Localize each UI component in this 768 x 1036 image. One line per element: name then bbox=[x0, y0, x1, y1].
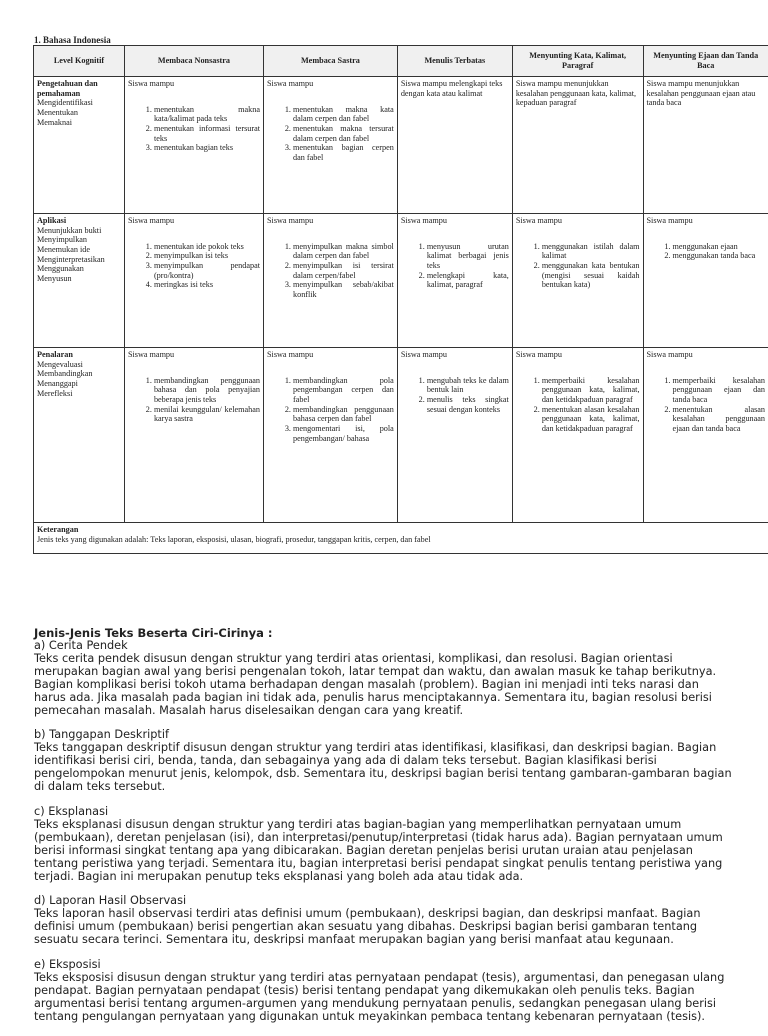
doc-title: 1. Bahasa Indonesia bbox=[34, 35, 111, 45]
article-section bbox=[34, 959, 734, 1024]
level-item: Menginterpretasikan bbox=[37, 255, 121, 265]
section-body: Teks eksposisi disusun dengan struktur yang terdiri atas pernyataan pendapat (tesis), argumentasi, dan penegasan ulang pendapat. Bagian pernyataan pendapat (tesis) berisi tentang pendapat yang dikemukakan oleh penulis teks. Bagian argumentasi berisi tentang argumen-argumen yang mendukung pernyataan penulis, sedangkan penegasan ulang berisi tentang pengulangan pernyataan yang digunakan untuk meyakinkan pembaca tentang kebenaran pernyataan (tesis). bbox=[34, 972, 734, 1024]
cell-intro: Siswa mampu bbox=[267, 216, 394, 226]
level-item: Menyusun bbox=[37, 274, 121, 284]
section-body: Teks cerita pendek disusun dengan struktur yang terdiri atas orientasi, komplikasi, dan resolusi. Bagian orientasi merupakan bagian awal yang berisi pengenalan tokoh, latar tempat dan waktu, dan awalan masuk ke tahap berikutnya. Bagian komplikasi berisi tokoh utama berhadapan dengan masalah (problem). Bagian ini menjadi inti teks narasi dan harus ada. Jika masalah pada bagian ini tidak ada, penulis harus menciptakannya. Sementara itu, bagian resolusi berisi pemecahan masalah. Masalah harus diselesaikan dengan cara yang kreatif. bbox=[34, 653, 734, 718]
level-item: Menanggapi bbox=[37, 379, 121, 389]
header-cell: Membaca Nonsastra bbox=[124, 46, 263, 77]
list-item: 2. menyimpulkan isi teks bbox=[154, 251, 260, 261]
list-item: 1. memperbaiki kesalahan penggunaan kata, kalimat, dan ketidakpaduan paragraf bbox=[542, 376, 640, 405]
list-item: 3. menentukan bagian cerpen dan fabel bbox=[293, 143, 394, 162]
table-cell bbox=[397, 77, 512, 214]
header-cell: Menyunting Ejaan dan Tanda Baca bbox=[643, 46, 768, 77]
section-title: e) Eksposisi bbox=[34, 959, 734, 972]
cell-intro: Siswa mampu bbox=[401, 350, 509, 360]
list-item: 1. menggunakan ejaan bbox=[673, 242, 766, 252]
list-item: 2. menggunakan kata bentukan (mengisi sesuai kaidah bentukan kata) bbox=[542, 261, 640, 290]
level-item: Menyimpulkan bbox=[37, 235, 121, 245]
list-item: 2. menilai keunggulan/ kelemahan karya sastra bbox=[154, 405, 260, 424]
article-section bbox=[34, 640, 734, 717]
list-item: 1. menentukan makna kata dalam cerpen dan fabel bbox=[293, 105, 394, 124]
article bbox=[34, 626, 734, 1036]
table-cell bbox=[124, 214, 263, 348]
level-title: Pengetahuan dan pemahaman bbox=[37, 79, 121, 98]
list-item: 1. menyusun urutan kalimat berbagai jenis teks bbox=[427, 242, 509, 271]
level-item: Mengidentifikasi bbox=[37, 98, 121, 108]
table-cell bbox=[512, 348, 643, 523]
article-sections bbox=[34, 640, 734, 1024]
cell-intro: Siswa mampu bbox=[647, 216, 766, 226]
list-item: 2. menentukan informasi tersurat teks bbox=[154, 124, 260, 143]
list-item: 3. mengomentari isi, pola pengembangan/ bahasa bbox=[293, 424, 394, 443]
keterangan-label: Keterangan bbox=[37, 525, 765, 535]
table-cell bbox=[643, 214, 768, 348]
cell-list bbox=[516, 376, 640, 434]
cell-list bbox=[647, 376, 766, 434]
cell-list bbox=[401, 376, 509, 415]
section-body: Teks eksplanasi disusun dengan struktur yang terdiri atas bagian-bagian yang memperlihatkan pernyataan umum (pembukaan), deretan penjelasan (isi), dan interpretasi/penutup/interpretasi (tidak harus ada). Bagian pernyataan umum berisi informasi singkat tentang apa yang dibicarakan. Bagian deretan penjelas berisi urutan uraian atau penjelasan tentang peristiwa yang terjadi. Sementara itu, bagian interpretasi berisi pendapat singkat penulis tentang peristiwa yang terjadi. Bagian ini merupakan penutup teks eksplanasi yang boleh ada atau tidak ada. bbox=[34, 819, 734, 884]
section-title: c) Eksplanasi bbox=[34, 806, 734, 819]
cell-list bbox=[267, 242, 394, 300]
kognitif-table bbox=[33, 45, 768, 554]
level-cell bbox=[34, 214, 125, 348]
table-cell bbox=[397, 348, 512, 523]
header-cell: Menulis Terbatas bbox=[397, 46, 512, 77]
keterangan-text: Jenis teks yang digunakan adalah: Teks laporan, eksposisi, ulasan, biografi, prosedur, tanggapan kritis, cerpen, dan fabel bbox=[37, 535, 765, 545]
cell-list bbox=[267, 376, 394, 444]
level-item: Menggunakan bbox=[37, 264, 121, 274]
list-item: 4. meringkas isi teks bbox=[154, 280, 260, 290]
cell-intro: Siswa mampu bbox=[516, 350, 640, 360]
cell-intro: Siswa mampu bbox=[128, 216, 260, 226]
list-item: 1. menggunakan istilah dalam kalimat bbox=[542, 242, 640, 261]
cell-intro: Siswa mampu melengkapi teks dengan kata atau kalimat bbox=[401, 79, 509, 98]
level-cell bbox=[34, 77, 125, 214]
cell-intro: Siswa mampu menunjukkan kesalahan penggunaan ejaan atau tanda baca bbox=[647, 79, 766, 108]
list-item: 3. menyimpulkan pendapat (pro/kontra) bbox=[154, 261, 260, 280]
table-row bbox=[34, 214, 768, 348]
list-item: 3. menyimpulkan sebab/akibat konflik bbox=[293, 280, 394, 299]
level-item: Menunjukkan bukti bbox=[37, 226, 121, 236]
cell-list bbox=[516, 242, 640, 290]
article-section bbox=[34, 729, 734, 794]
list-item: 2. menentukan alasan kesalahan penggunaan ejaan dan tanda baca bbox=[673, 405, 766, 434]
level-item: Mengevaluasi bbox=[37, 360, 121, 370]
cell-intro: Siswa mampu menunjukkan kesalahan penggunaan kata, kalimat, kepaduan paragraf bbox=[516, 79, 640, 108]
table-row bbox=[34, 77, 768, 214]
level-item: Memaknai bbox=[37, 118, 121, 128]
table-cell bbox=[643, 77, 768, 214]
table-body bbox=[34, 77, 768, 523]
table-header-row bbox=[34, 46, 768, 77]
list-item: 2. menentukan makna tersurat dalam cerpen dan fabel bbox=[293, 124, 394, 143]
section-body: Teks tanggapan deskriptif disusun dengan struktur yang terdiri atas identifikasi, klasifikasi, dan deskripsi bagian. Bagian identifikasi berisi ciri, benda, tanda, dan sebagainya yang ada di dalam teks tersebut. Bagian klasifikasi berisi pengelompokan menurut jenis, kelompok, dsb. Sementara itu, deskripsi bagian berisi tentang gambaran-gambaran bagian di dalam teks tersebut. bbox=[34, 742, 734, 794]
level-cell bbox=[34, 348, 125, 523]
list-item: 3. menentukan bagian teks bbox=[154, 143, 260, 153]
header-cell: Level Kognitif bbox=[34, 46, 125, 77]
list-item: 1. menyimpulkan makna simbol dalam cerpen dan fabel bbox=[293, 242, 394, 261]
cell-intro: Siswa mampu bbox=[647, 350, 766, 360]
table-cell bbox=[124, 77, 263, 214]
keterangan-row bbox=[34, 523, 768, 554]
cell-intro: Siswa mampu bbox=[267, 350, 394, 360]
cell-intro: Siswa mampu bbox=[128, 79, 260, 89]
cell-intro: Siswa mampu bbox=[128, 350, 260, 360]
cell-intro: Siswa mampu bbox=[267, 79, 394, 89]
list-item: 1. membandingkan pola pengembangan cerpen dan fabel bbox=[293, 376, 394, 405]
list-item: 1. mengubah teks ke dalam bentuk lain bbox=[427, 376, 509, 395]
article-heading: Jenis-Jenis Teks Beserta Ciri-Cirinya : bbox=[34, 626, 734, 640]
level-item: Menemukan ide bbox=[37, 245, 121, 255]
article-section bbox=[34, 895, 734, 947]
cell-list bbox=[647, 242, 766, 261]
list-item: 1. membandingkan penggunaan bahasa dan pola penyajian beberapa jenis teks bbox=[154, 376, 260, 405]
table-row bbox=[34, 348, 768, 523]
header-cell: Menyunting Kata, Kalimat, Paragraf bbox=[512, 46, 643, 77]
list-item: 2. menggunakan tanda baca bbox=[673, 251, 766, 261]
cell-list bbox=[128, 105, 260, 153]
list-item: 1. memperbaiki kesalahan penggunaan ejaan dan tanda baca bbox=[673, 376, 766, 405]
table-cell bbox=[512, 77, 643, 214]
level-item: Merefleksi bbox=[37, 389, 121, 399]
section-body: Teks laporan hasil observasi terdiri atas definisi umum (pembukaan), deskripsi bagian, dan deskripsi manfaat. Bagian definisi umum (pembukaan) berisi pengertian akan sesuatu yang dibahas. Deskripsi bagian berisi gambaran tentang sesuatu secara terinci. Sementara itu, deskripsi manfaat merupakan bagian yang berisi manfaat atau kegunaan. bbox=[34, 908, 734, 947]
table-cell bbox=[397, 214, 512, 348]
cell-list bbox=[401, 242, 509, 290]
level-item: Membandingkan bbox=[37, 369, 121, 379]
table-cell bbox=[264, 348, 398, 523]
header-cell: Membaca Sastra bbox=[264, 46, 398, 77]
list-item: 1. menentukan makna kata/kalimat pada teks bbox=[154, 105, 260, 124]
cell-list bbox=[267, 105, 394, 163]
cell-list bbox=[128, 376, 260, 424]
table-cell bbox=[512, 214, 643, 348]
level-item: Menentukan bbox=[37, 108, 121, 118]
list-item: 2. menyimpulkan isi tersirat dalam cerpen/fabel bbox=[293, 261, 394, 280]
cell-intro: Siswa mampu bbox=[401, 216, 509, 226]
section-title: b) Tanggapan Deskriptif bbox=[34, 729, 734, 742]
list-item: 1. menentukan ide pokok teks bbox=[154, 242, 260, 252]
list-item: 2. melengkapi kata, kalimat, paragraf bbox=[427, 271, 509, 290]
level-title: Aplikasi bbox=[37, 216, 121, 226]
section-title: a) Cerita Pendek bbox=[34, 640, 734, 653]
article-section bbox=[34, 806, 734, 883]
cell-list bbox=[128, 242, 260, 290]
table-cell bbox=[264, 77, 398, 214]
table-cell bbox=[643, 348, 768, 523]
table-cell bbox=[124, 348, 263, 523]
table-cell bbox=[264, 214, 398, 348]
level-title: Penalaran bbox=[37, 350, 121, 360]
list-item: 2. menentukan alasan kesalahan penggunaan kata, kalimat, dan ketidakpaduan paragraf bbox=[542, 405, 640, 434]
list-item: 2. menulis teks singkat sesuai dengan konteks bbox=[427, 395, 509, 414]
section-title: d) Laporan Hasil Observasi bbox=[34, 895, 734, 908]
cell-intro: Siswa mampu bbox=[516, 216, 640, 226]
list-item: 2. membandingkan penggunaan bahasa cerpen dan fabel bbox=[293, 405, 394, 424]
